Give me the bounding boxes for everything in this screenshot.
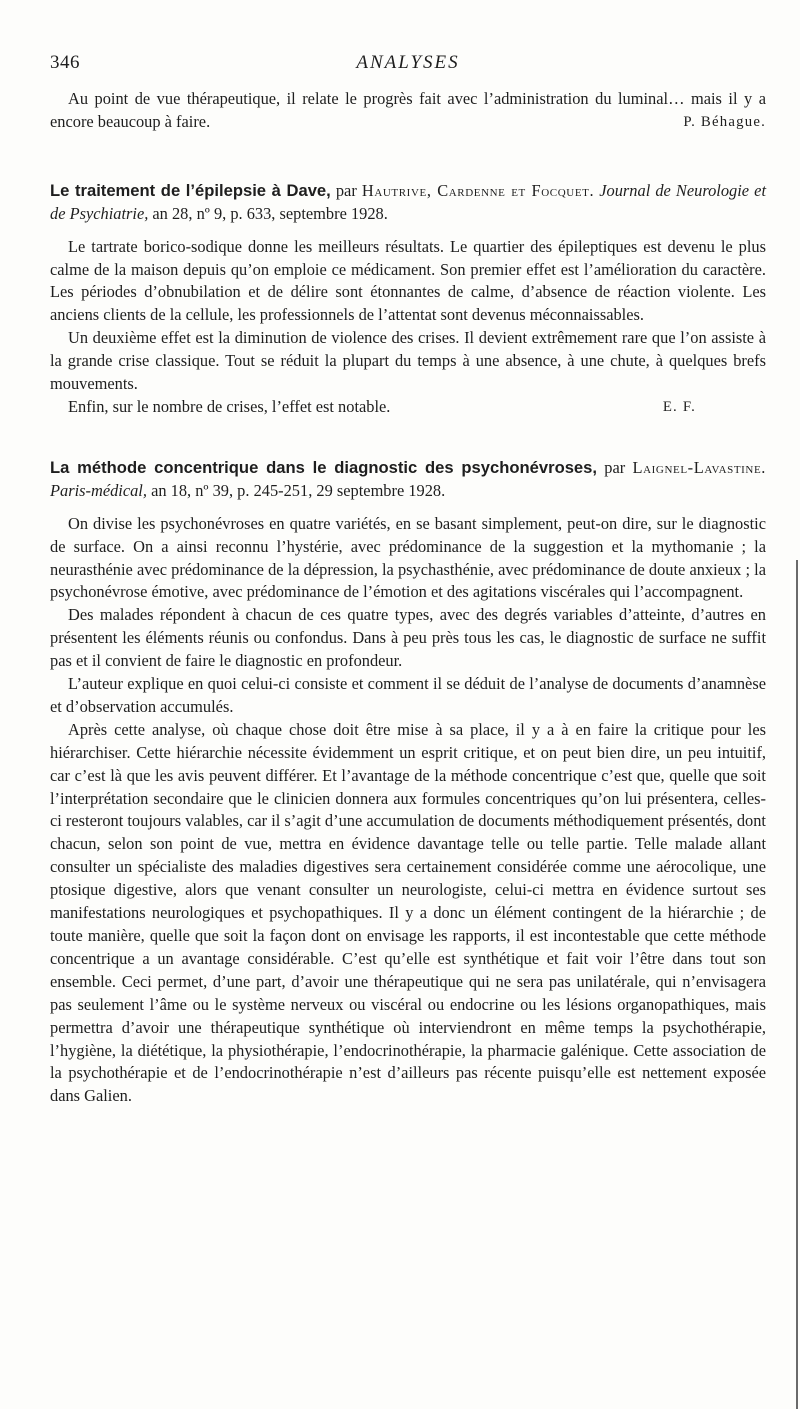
article1-authors: Hautrive, Cardenne et Focquet. xyxy=(361,180,595,200)
article2-paragraph-4: Après cette analyse, où chaque chose doit être mise à sa place, il y a à en faire la critique pour les hiérarchiser. Cette hiérarchie nécessite évidemment un esprit critique, et on peut bien dire, un peu intuitif, car c’est là que les avis peuvent différer. Et l’avantage de la méthode concentrique c’est que, quelle que soit l’interprétation secondaire que le clinicien donnera aux formules concentriques qu’on lui présentera, celles-ci resteront toujours valables, car il s’agit d’une accumulation de documents méthodiquement présentés, dont chacun, selon son point de vue, mettra en évidence davantage telle ou telle partie. Telle malade allant consulter un spécialiste des maladies digestives sera certainement considérée comme une aérocolique, une ptosique digestive, alors que venant consulter un neurologiste, celui-ci mettra en évidence surtout ses manifestations neurologiques et psychopathiques. Il y a donc un élément contingent de la hiérarchie ; de toute manière, quelle que soit la façon dont on envisage les rapports, il est incontestable que cette méthode concentrique a un avantage considérable. C’est qu’elle est synthétique et fait voir l’être dans tout son ensemble. Ceci permet, d’une part, d’avoir une thérapeutique qui ne sera pas unilatérale, qui n’envisagera pas seulement l’âme ou le système nerveux ou viscéral ou endocrine ou les lésions organopathiques, mais permettra d’avoir une thérapeutique synthétique où interviendront en même temps la psychothérapie, l’hygiène, la diététique, la physiothérapie, l’endocrinothérapie, la pharmacie galénique. Cette association de la psychothérapie et de l’endocrinothérapie n’est d’ailleurs pas récente puisqu’elle est nettement exposée dans Galien. xyxy=(50,719,766,1106)
section-separator xyxy=(50,134,766,180)
article2-journal: Paris-médical, xyxy=(50,480,147,500)
article1-paragraph-3: Enfin, sur le nombre de crises, l’effet est notable. E. F. xyxy=(50,396,766,419)
section-separator xyxy=(50,419,766,457)
article1-header: Le traitement de l’épilepsie à Dave, par Hautrive, Cardenne et Focquet. Journal de Neurologie et de Psychiatrie, an 28, nº 9, p. 633, septembre 1928. xyxy=(50,180,766,223)
article1-citation: an 28, nº 9, p. 633, septembre 1928. xyxy=(148,203,388,223)
article1-paragraph-1: Le tartrate borico-sodique donne les meilleurs résultats. Le quartier des épileptiques est devenu le plus calme de la maison depuis qu’on emploie ce médicament. Son premier effet est l’amélioration du caractère. Les périodes d’obnubilation et de délire sont étonnantes de calme, d’absence de réaction violente. Les anciens clients de la cellule, les professionnels de l’attentat sont devenus méconnaissables. xyxy=(50,236,766,325)
article2-paragraph-2: Des malades répondent à chacun de ces quatre types, avec des degrés variables d’atteinte, d’autres en présentent les éléments réunis ou confondus. Dans à peu près tous les cas, le diagnostic de surface ne suffit pas et il convient de faire le diagnostic en profondeur. xyxy=(50,605,766,671)
page-number: 346 xyxy=(50,52,80,73)
page-content xyxy=(50,88,766,1108)
article2-authors: Laignel-Lavastine. xyxy=(632,457,766,477)
intro-paragraph xyxy=(50,88,766,134)
article2-title: La méthode concentrique dans le diagnostic des psychonévroses, xyxy=(50,457,598,477)
intro-signature: P. Béhague. xyxy=(683,113,766,130)
article1-title: Le traitement de l’épilepsie à Dave, xyxy=(50,180,331,200)
article1-signature: E. F. xyxy=(662,398,696,415)
article2-header: La méthode concentrique dans le diagnostic des psychonévroses, par Laignel-Lavastine. Paris-médical, an 18, nº 39, p. 245-251, 29 septembre 1928. xyxy=(50,457,766,500)
running-header xyxy=(50,52,766,78)
intro-text: Au point de vue thérapeutique, il relate le progrès fait avec l’administration du luminal… mais il y a encore beaucoup à faire. xyxy=(50,89,766,131)
scan-edge-line xyxy=(796,560,798,1409)
running-title: ANALYSES xyxy=(356,52,460,73)
article2-citation: an 18, nº 39, p. 245-251, 29 septembre 1928. xyxy=(146,480,446,500)
article2-paragraph-3: L’auteur explique en quoi celui-ci consiste et comment il se déduit de l’analyse de documents d’anamnèse et d’observation accumulés. xyxy=(50,674,766,716)
article1-journal: Journal de Neurologie et de Psychiatrie, xyxy=(50,180,766,223)
article1-paragraph-2: Un deuxième effet est la diminution de violence des crises. Il devient extrêmement rare que l’on assiste à la grande crise classique. Tout se réduit la plupart du temps à une absence, à une chute, à quelques brefs mouvements. xyxy=(50,328,766,394)
article2-paragraph-1: On divise les psychonévroses en quatre variétés, en se basant simplement, peut-on dire, sur le diagnostic de surface. On a ainsi reconnu l’hystérie, avec prédominance de la suggestion et la mythomanie ; la neurasthénie avec prédominance de la dépression, la psychasthénie, avec prédominance de doute anxieux ; la psychonévrose émotive, avec prédominance de l’émotion et des agitations viscérales qui l’accompagnent. xyxy=(50,513,766,602)
